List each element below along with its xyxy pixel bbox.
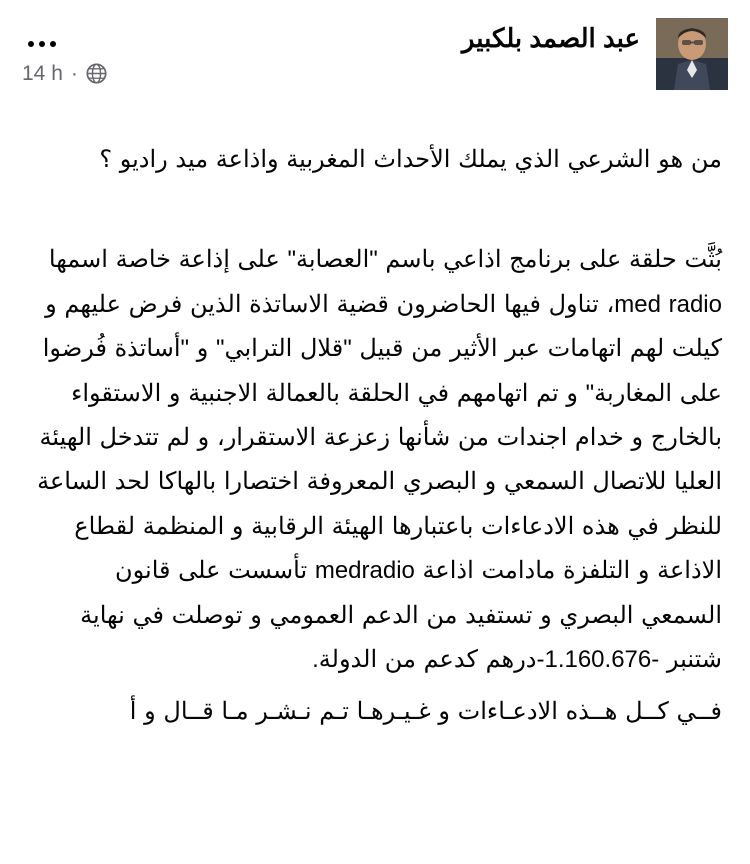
post-text-lead: من هو الشرعي الذي يملك الأحداث المغربية واذاعة ميد راديو ؟	[99, 146, 722, 173]
avatar[interactable]	[656, 18, 728, 90]
author-name[interactable]: عبد الصمد بلكبير	[461, 23, 640, 53]
post-text-tail: فــي كــل هــذه الادعـاءات و غـيـرهـا تـم نـشـر مـا قــال و أ	[129, 698, 722, 726]
globe-icon	[86, 63, 107, 84]
dot-3	[28, 41, 34, 47]
post-meta	[22, 63, 640, 84]
post-body	[0, 138, 750, 726]
dot-1	[50, 41, 56, 47]
header-text	[22, 18, 640, 84]
meta-separator: ·	[70, 61, 78, 85]
post-text-main: بُثَّت حلقة على برنامج اذاعي باسم "العصابة" على إذاعة خاصة اسمها med radio، تناول فيها الحاضرون قضية الاساتذة الذين فرض عليهم و كيلت لهم اتهامات عبر الأثير من قبيل "قلال الترابي" و "أساتذة فُرضوا على المغاربة" و تم اتهامهم في الحلقة بالعمالة الاجنبية و الاستقواء بالخارج و خدام اجندات من شأنها زعزعة الاستقرار، و لم تتدخل الهيئة العليا للاتصال السمعي و البصري المعروفة اختصارا بالهاكا لحد الساعة للنظر في هذه الادعاءات باعتبارها الهيئة الرقابية و المنظمة لقطاع الاذاعة و التلفزة مادامت اذاعة medradio تأسست على قانون السمعي البصري و تستفيد من الدعم العمومي و توصلت في نهاية شتنبر -1.160.676-درهم كدعم من الدولة.	[37, 246, 722, 673]
post-header	[0, 0, 750, 90]
more-options-icon[interactable]	[22, 32, 62, 56]
post-timestamp[interactable]: 14 h	[22, 61, 63, 85]
dot-2	[39, 41, 45, 47]
